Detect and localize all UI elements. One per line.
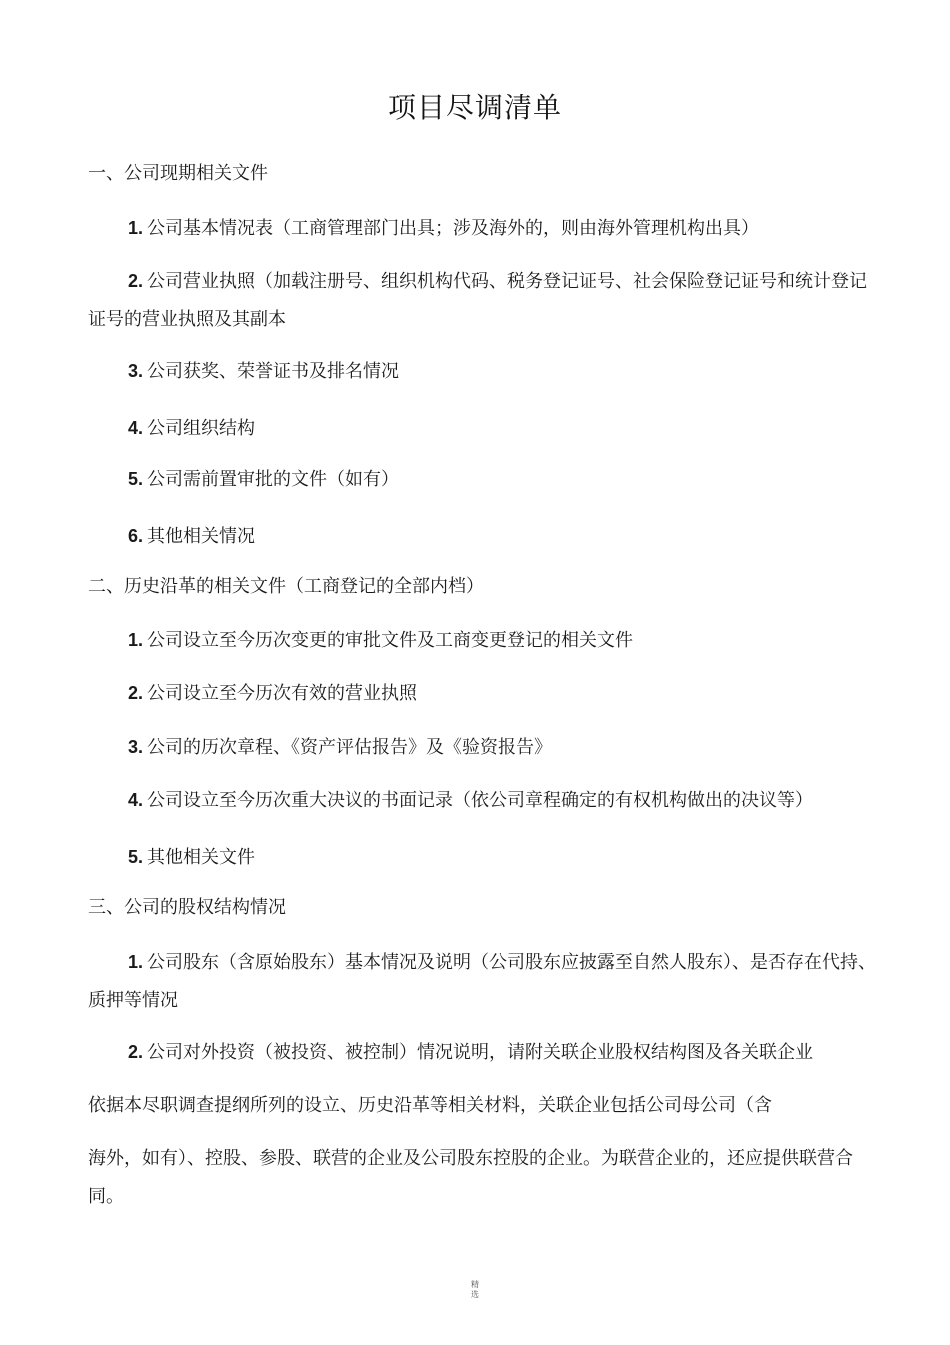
list-item bbox=[128, 416, 878, 441]
paragraph-continuation: 海外，如有）、控股、参股、联营的企业及公司股东控股的企业。为联营企业的，还应提供联营合同。 bbox=[88, 1148, 853, 1207]
item-number: 2. bbox=[128, 683, 144, 703]
item-text: 公司设立至今历次有效的营业执照 bbox=[147, 683, 418, 704]
item-number: 1. bbox=[128, 218, 144, 238]
list-item bbox=[88, 262, 878, 339]
item-number: 6. bbox=[128, 526, 144, 546]
item-number: 4. bbox=[128, 418, 144, 438]
list-item bbox=[128, 216, 878, 241]
item-text: 公司组织结构 bbox=[147, 418, 256, 439]
item-text: 公司设立至今历次重大决议的书面记录（依公司章程确定的有权机构做出的决议等） bbox=[147, 790, 814, 811]
page-title: 项目尽调清单 bbox=[387, 91, 562, 124]
page-footer bbox=[0, 1280, 950, 1300]
item-text: 公司营业执照（加载注册号、组织机构代码、税务登记证号、社会保险登记证号和统计登记证号的营业执照及其副本 bbox=[88, 271, 868, 330]
list-item bbox=[128, 1040, 878, 1065]
item-text: 其他相关情况 bbox=[147, 526, 256, 547]
item-number: 5. bbox=[128, 469, 144, 489]
item-number: 3. bbox=[128, 361, 144, 381]
item-number: 4. bbox=[128, 790, 144, 810]
item-number: 2. bbox=[128, 1042, 144, 1062]
footer-line-1: 精 bbox=[471, 1280, 479, 1289]
item-number: 2. bbox=[128, 271, 144, 291]
item-text: 公司的历次章程、《资产评估报告》及《验资报告》 bbox=[147, 737, 553, 758]
list-item bbox=[128, 845, 878, 870]
list-item bbox=[128, 628, 878, 653]
list-item bbox=[128, 788, 878, 813]
item-text: 其他相关文件 bbox=[147, 847, 256, 868]
item-text: 公司设立至今历次变更的审批文件及工商变更登记的相关文件 bbox=[147, 630, 634, 651]
list-item bbox=[128, 735, 878, 760]
item-number: 3. bbox=[128, 737, 144, 757]
paragraph-continuation: 依据本尽职调查提纲所列的设立、历史沿革等相关材料，关联企业包括公司母公司（含 bbox=[88, 1095, 772, 1116]
section-heading-2: 二、历史沿革的相关文件（工商登记的全部内档） bbox=[88, 576, 484, 597]
item-number: 1. bbox=[128, 630, 144, 650]
footer-line-2: 选 bbox=[471, 1290, 479, 1299]
list-item bbox=[128, 359, 878, 384]
item-text: 公司对外投资（被投资、被控制）情况说明，请附关联企业股权结构图及各关联企业 bbox=[147, 1042, 814, 1063]
item-text: 公司获奖、荣誉证书及排名情况 bbox=[147, 361, 400, 382]
item-text: 公司需前置审批的文件（如有） bbox=[147, 469, 400, 490]
list-item bbox=[128, 681, 878, 706]
item-number: 1. bbox=[128, 952, 144, 972]
item-text: 公司基本情况表（工商管理部门出具；涉及海外的，则由海外管理机构出具） bbox=[147, 218, 760, 239]
section-heading-3: 三、公司的股权结构情况 bbox=[88, 897, 286, 918]
list-item bbox=[88, 943, 878, 1020]
list-item bbox=[128, 524, 878, 549]
item-text: 公司股东（含原始股东）基本情况及说明（公司股东应披露至自然人股东）、是否存在代持、质押等情况 bbox=[88, 952, 877, 1011]
section-heading-1: 一、公司现期相关文件 bbox=[88, 163, 268, 184]
list-item bbox=[128, 467, 878, 492]
item-number: 5. bbox=[128, 847, 144, 867]
